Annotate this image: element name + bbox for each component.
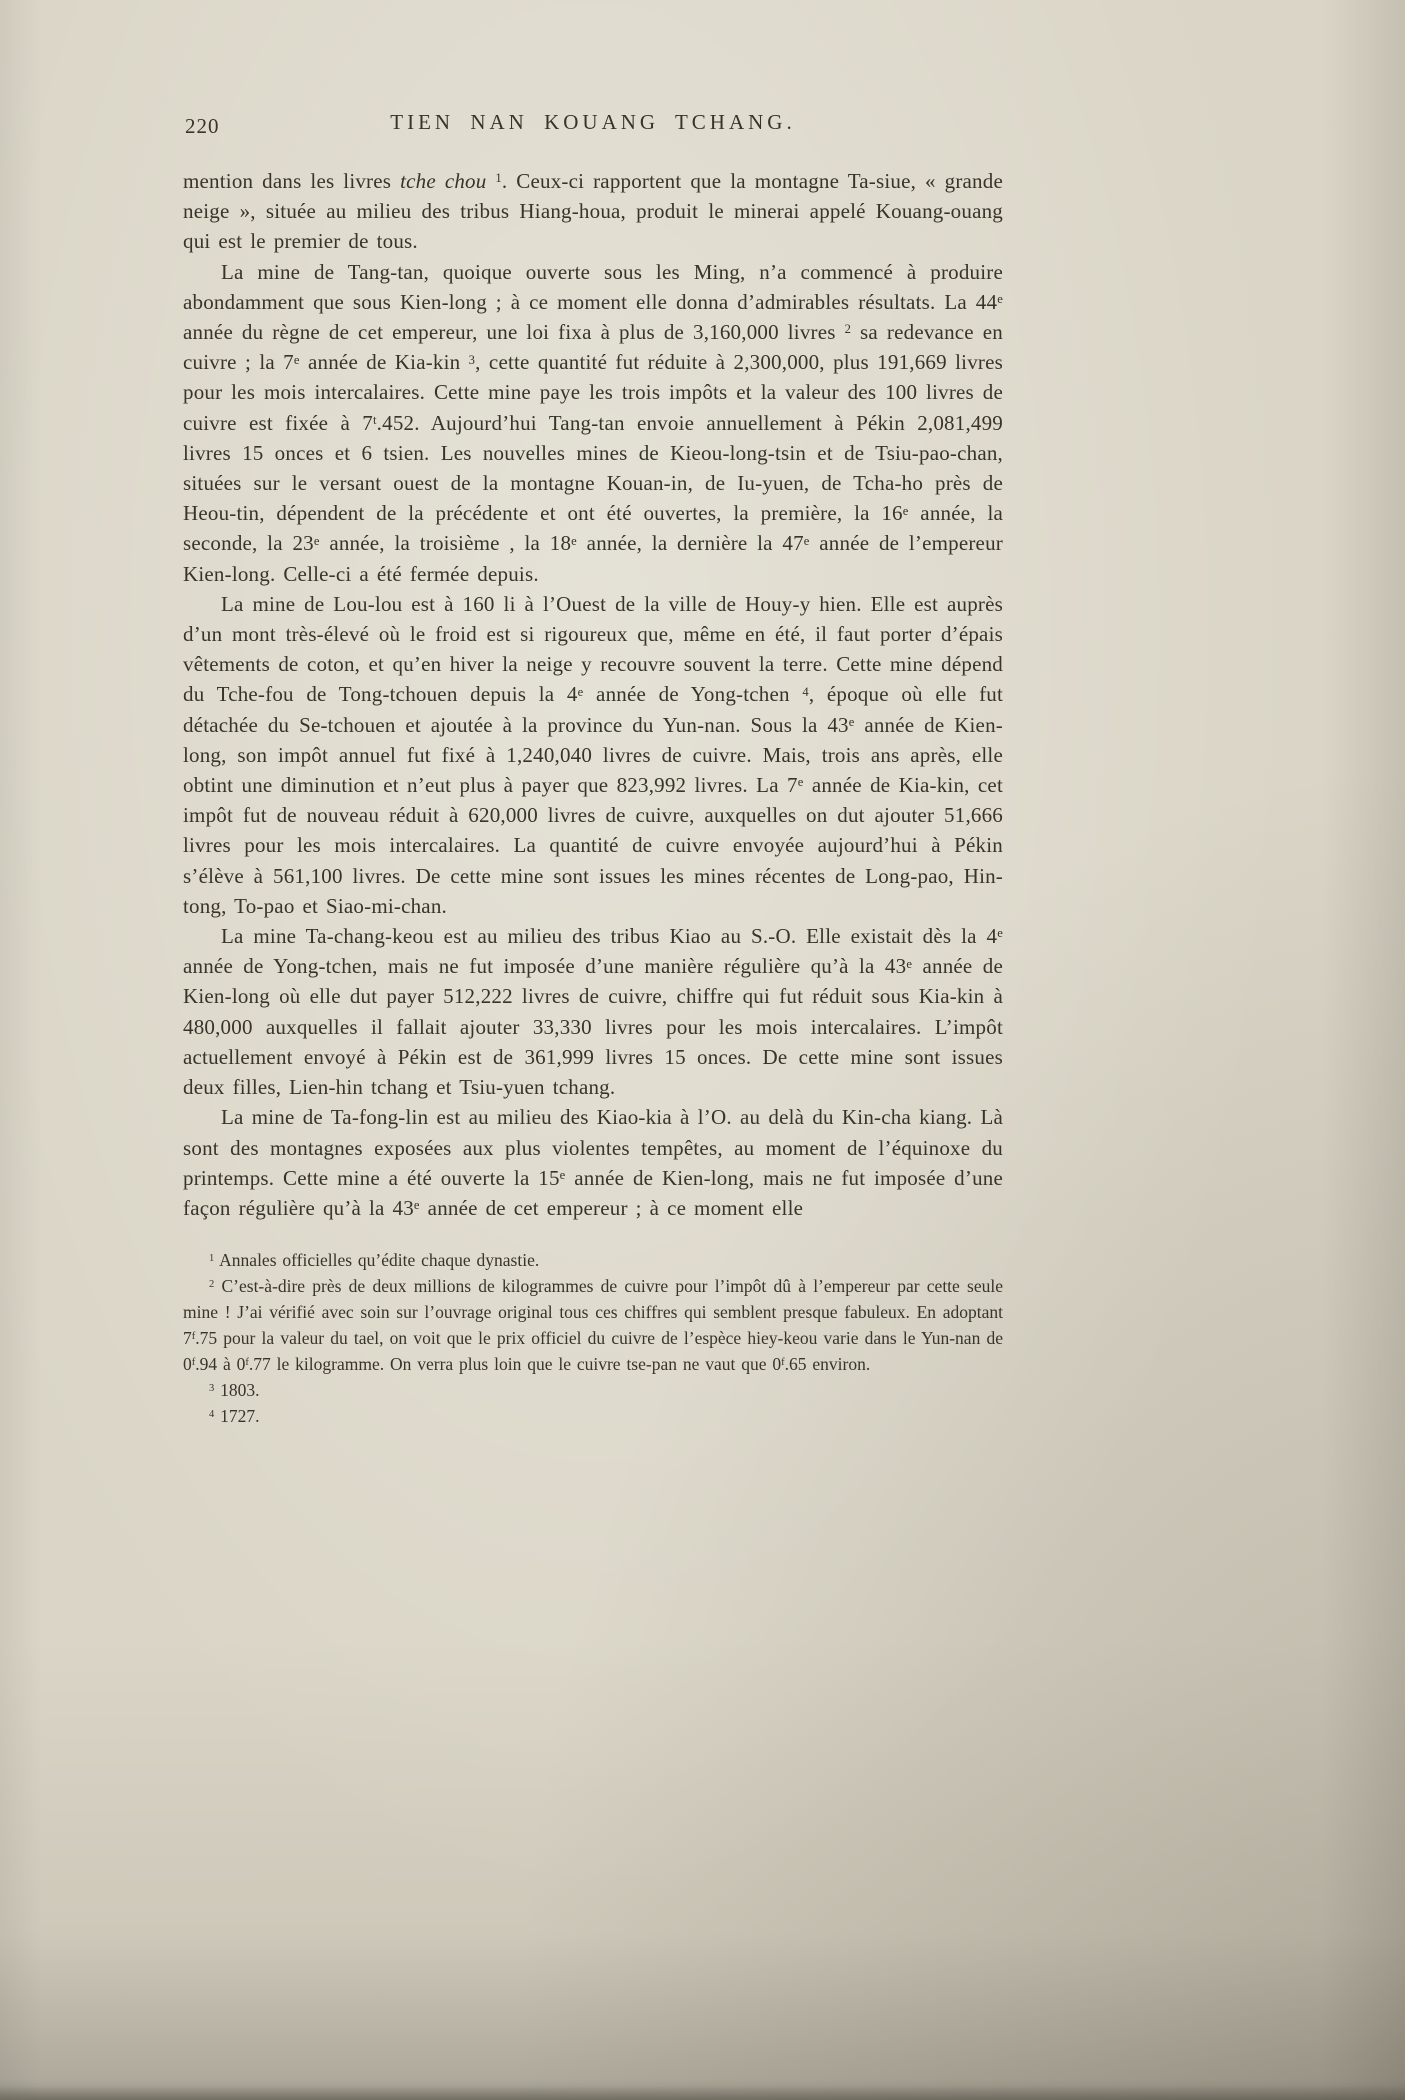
footnote-2: $^2$ C’est-à-dire près de deux millions de kilogrammes de cuivre pour l’impôt dû à l’empereur par cette seule mine ! J’ai vérifié avec soin sur l’ouvrage original tous ces chiffres qui semblent presque fabuleux. En adoptant 7$^f$.75 pour la valeur du tael, on voit que le prix officiel du cuivre de l’espèce hiey-keou varie dans le Yun-nan de 0$^f$.94 à 0$^f$.77 le kilogramme. On verra plus loin que le cuivre tse-pan ne vaut que 0$^f$.65 environ.: [183, 1276, 1003, 1375]
paragraph-continuation: mention dans les livres tche chou $^1$. Ceux-ci rapportent que la montagne Ta-siue, « grande neige », située au milieu des tribus Hiang-houa, produit le minerai appelé Kouang-ouang qui est le premier de tous.: [183, 169, 1003, 254]
text-block: [183, 108, 1003, 1429]
paragraph-lou-lou: La mine de Lou-lou est à 160 li à l’Ouest de la ville de Houy-y hien. Elle est auprès d’un mont très-élevé où le froid est si rigoureux que, même en été, il faut porter d’épais vêtements de coton, et qu’en hiver la neige y recouvre souvent la terre. Cette mine dépend du Tche-fou de Tong-tchouen depuis la 4e année de Yong-tchen $^4$, époque où elle fut détachée du Se-tchouen et ajoutée à la province du Yun-nan. Sous la 43e année de Kien-long, son impôt annuel fut fixé à 1,240,040 livres de cuivre. Mais, trois ans après, elle obtint une diminution et n’eut plus à payer que 823,992 livres. La 7e année de Kia-kin, cet impôt fut de nouveau réduit à 620,000 livres de cuivre, auxquelles on dut ajouter 51,666 livres pour les mois intercalaires. La quantité de cuivre envoyée aujourd’hui à Pékin s’élève à 561,100 livres. De cette mine sont issues les mines récentes de Long-pao, Hin-tong, To-pao et Siao-mi-chan.: [183, 591, 1004, 918]
paragraph-ta-chang-keou: La mine Ta-chang-keou est au milieu des tribus Kiao au S.-O. Elle existait dès la 4e année de Yong-tchen, mais ne fut imposée d’une manière régulière qu’à la 43e année de Kien-long où elle dut payer 512,222 livres de cuivre, chiffre qui fut réduit sous Kia-kin à 480,000 auxquelles il fallait ajouter 33,330 livres pour les mois intercalaires. L’impôt actuellement envoyé à Pékin est de 361,999 livres 15 onces. De cette mine sont issues deux filles, Lien-hin tchang et Tsiu-yuen tchang.: [183, 924, 1003, 1100]
footnote-4: $^4$ 1727.: [209, 1406, 260, 1427]
footnote-1: $^1$ Annales officielles qu’édite chaque dynastie.: [209, 1250, 540, 1271]
page-number: 220: [185, 114, 220, 138]
page-header: [183, 108, 1003, 152]
body-text: [183, 166, 1003, 1223]
running-header-title: TIEN NAN KOUANG TCHANG.: [390, 110, 796, 134]
footnotes: [183, 1247, 1003, 1429]
footnote-3: $^3$ 1803.: [209, 1380, 260, 1401]
paragraph-ta-fong-lin: La mine de Ta-fong-lin est au milieu des Kiao-kia à l’O. au delà du Kin-cha kiang. Là sont des montagnes exposées aux plus violentes tempêtes, au moment de l’équinoxe du printemps. Cette mine a été ouverte la 15e année de Kien-long, mais ne fut imposée d’une façon régulière qu’à la 43e année de cet empereur ; à ce moment elle: [183, 1105, 1003, 1220]
paragraph-tang-tan: La mine de Tang-tan, quoique ouverte sous les Ming, n’a commencé à produire abondamment que sous Kien-long ; à ce moment elle donna d’admirables résultats. La 44e année du règne de cet empereur, une loi fixa à plus de 3,160,000 livres $^2$ sa redevance en cuivre ; la 7e année de Kia-kin $^3$, cette quantité fut réduite à 2,300,000, plus 191,669 livres pour les mois intercalaires. Cette mine paye les trois impôts et la valeur des 100 livres de cuivre est fixée à 7$^t$.452. Aujourd’hui Tang-tan envoie annuellement à Pékin 2,081,499 livres 15 onces et 6 tsien. Les nouvelles mines de Kieou-long-tsin et de Tsiu-pao-chan, situées sur le versant ouest de la montagne Kouan-in, de Iu-yuen, de Tcha-ho près de Heou-tin, dépendent de la précédente et ont été ouvertes, la première, la 16e année, la seconde, la 23e année, la troisième , la 18e année, la dernière la 47e année de l’empereur Kien-long. Celle-ci a été fermée depuis.: [183, 259, 1003, 586]
